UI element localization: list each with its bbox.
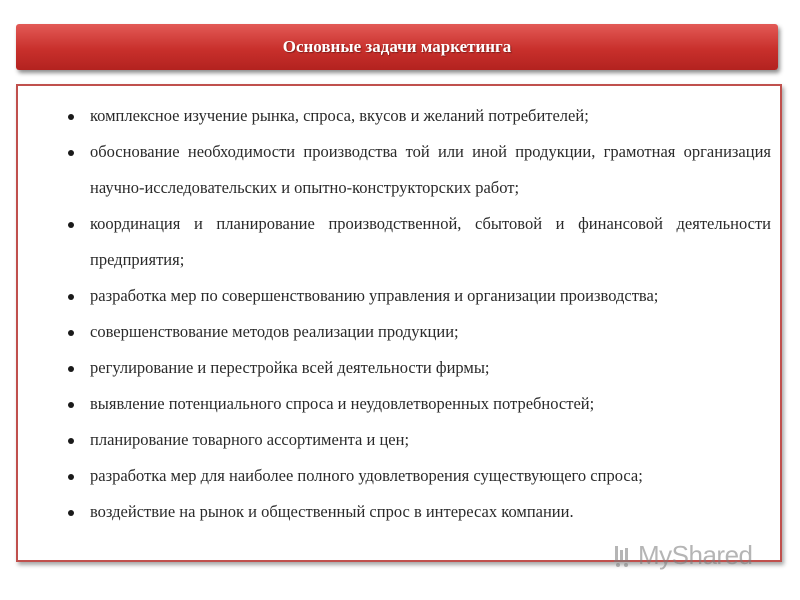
bullet-icon	[68, 366, 74, 372]
task-item-text: обоснование необходимости производства той или иной продукции, грамотная организация научно-исследовательских и опытно-конструкторских работ;	[90, 142, 771, 197]
slide-title-bar	[16, 24, 778, 70]
bullet-icon	[68, 438, 74, 444]
cart-icon	[612, 544, 632, 568]
task-item-text: выявление потенциального спроса и неудовлетворенных потребностей;	[90, 394, 595, 413]
task-list	[68, 98, 771, 530]
bullet-icon	[68, 402, 74, 408]
task-item	[68, 98, 771, 134]
task-item	[68, 386, 771, 422]
task-item	[68, 134, 771, 206]
task-item	[68, 314, 771, 350]
bullet-icon	[68, 222, 74, 228]
task-item	[68, 458, 771, 494]
bullet-icon	[68, 294, 74, 300]
bullet-icon	[68, 510, 74, 516]
task-item-text: регулирование и перестройка всей деятельности фирмы;	[90, 358, 490, 377]
task-item	[68, 350, 771, 386]
task-item	[68, 422, 771, 458]
bullet-icon	[68, 474, 74, 480]
bullet-icon	[68, 114, 74, 120]
slide-title: Основные задачи маркетинга	[282, 37, 512, 56]
task-item-text: планирование товарного ассортимента и цен;	[90, 430, 410, 449]
task-item-text: разработка мер для наиболее полного удовлетворения существующего спроса;	[90, 466, 643, 485]
bullet-icon	[68, 150, 74, 156]
myshared-watermark	[612, 540, 753, 571]
bullet-icon	[68, 330, 74, 336]
task-item	[68, 206, 771, 278]
task-item	[68, 278, 771, 314]
task-item-text: координация и планирование производственной, сбытовой и финансовой деятельности предприятия;	[90, 214, 771, 269]
task-item-text: совершенствование методов реализации продукции;	[90, 322, 459, 341]
tasks-content-box	[16, 84, 782, 562]
task-item-text: воздействие на рынок и общественный спрос в интересах компании.	[90, 502, 574, 521]
task-item-text: разработка мер по совершенствованию управления и организации производства;	[90, 286, 659, 305]
task-item	[68, 494, 771, 530]
watermark-text: MyShared	[638, 540, 753, 570]
task-item-text: комплексное изучение рынка, спроса, вкусов и желаний потребителей;	[90, 106, 589, 125]
